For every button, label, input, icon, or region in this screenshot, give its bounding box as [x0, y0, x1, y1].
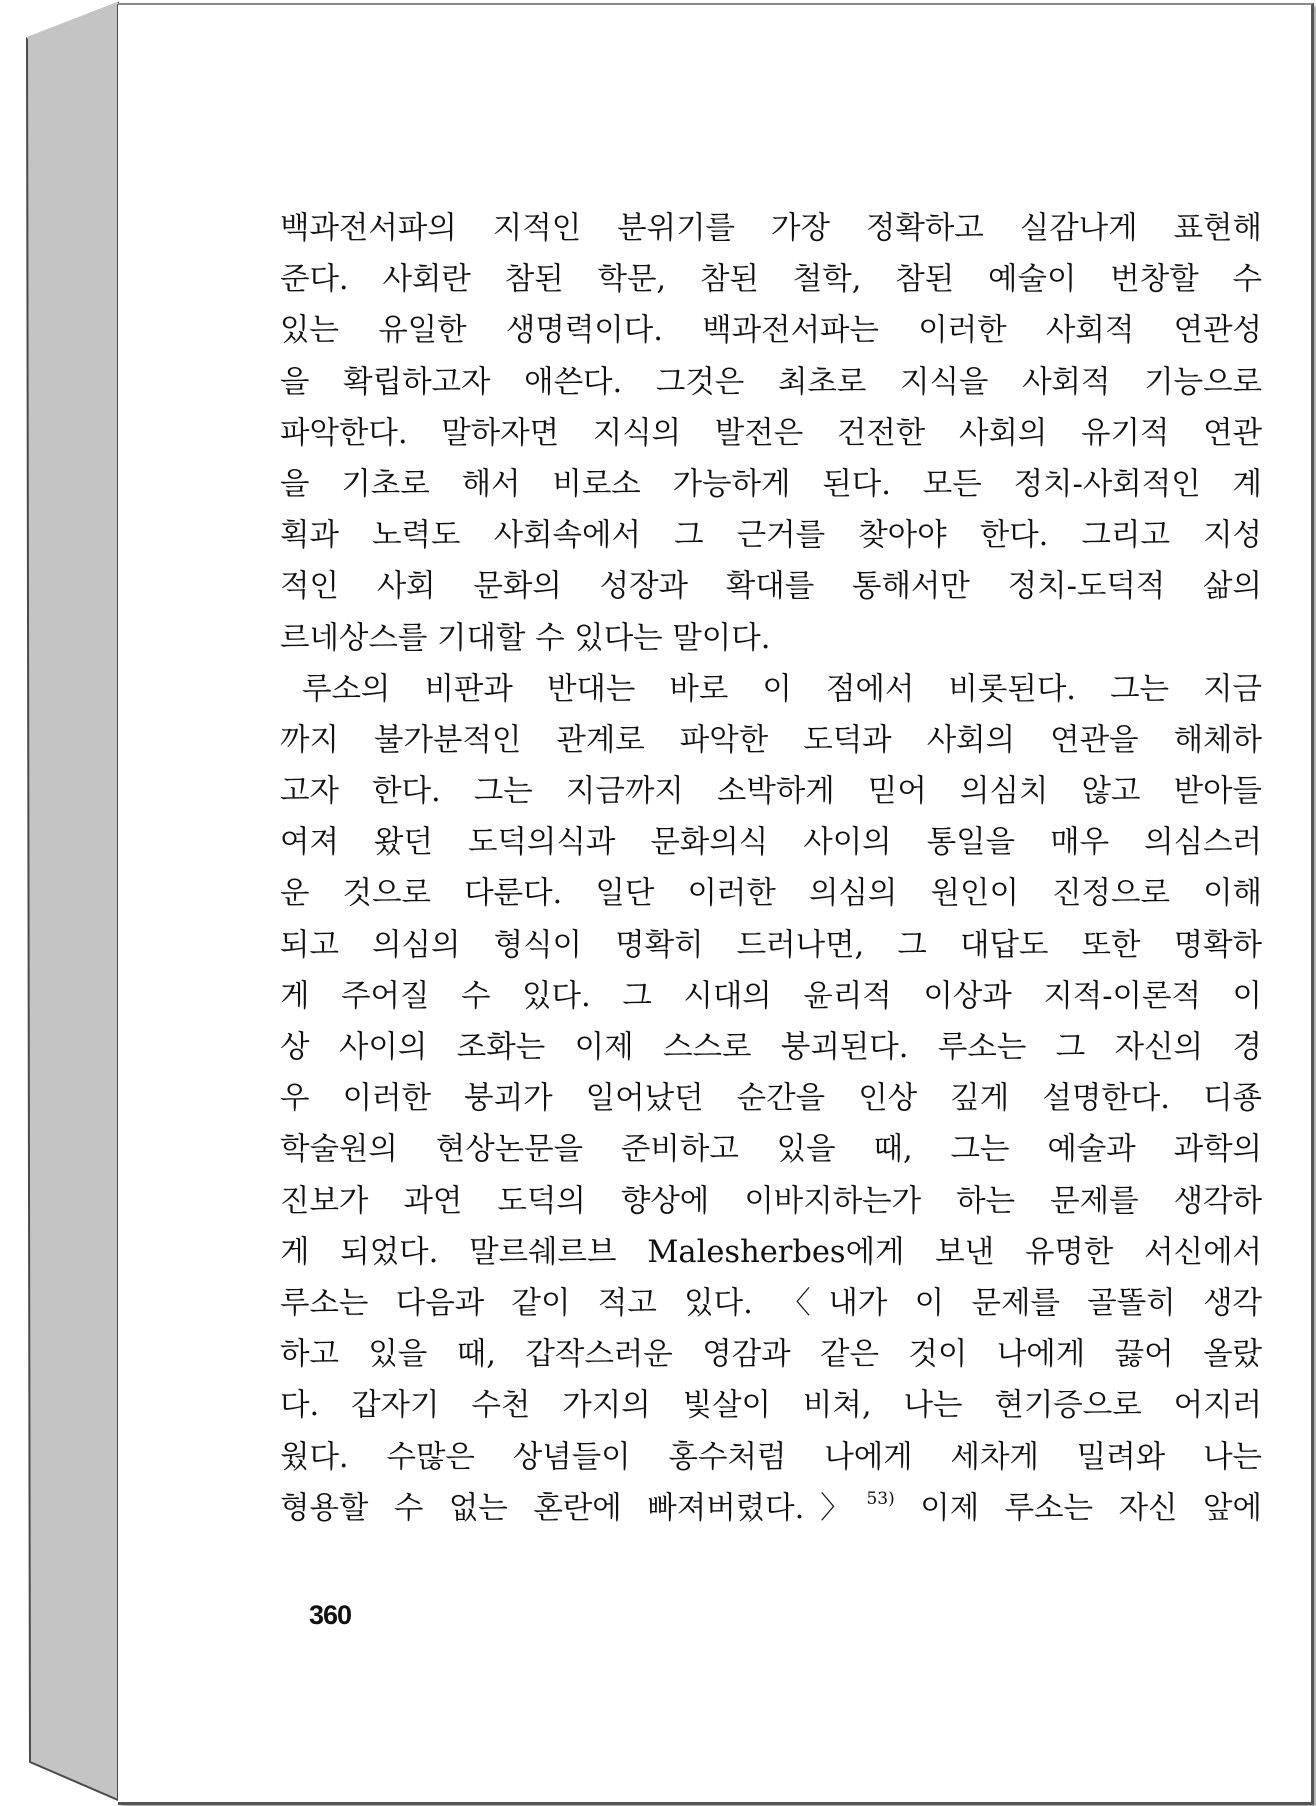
text-line: 하고 있을 때, 갑작스러운 영감과 같은 것이 나에게 끓어 올랐 [280, 1337, 1262, 1373]
text-line: 백과전서파의 지적인 분위기를 가장 정확하고 실감나게 표현해 [280, 211, 1262, 246]
text-line: 준다. 사회란 참된 학문, 참된 철학, 참된 예술이 번창할 수 [280, 262, 1262, 298]
text-line: 운 것으로 다룬다. 일단 이러한 의심의 원인이 진정으로 이해 [280, 876, 1262, 912]
text-line: 게 되었다. 말르쉐르브 Malesherbes에게 보낸 유명한 서신에서 [280, 1234, 1262, 1270]
text-line: 획과 노력도 사회속에서 그 근거를 찾아야 한다. 그리고 지성 [280, 518, 1262, 554]
text-line: 까지 불가분적인 관계로 파악한 도덕과 사회의 연관을 해체하 [280, 722, 1262, 758]
text-line: 상 사이의 조화는 이제 스스로 붕괴된다. 루소는 그 자신의 경 [280, 1030, 1262, 1065]
text-line: 을 확립하고자 애쓴다. 그것은 최초로 지식을 사회적 기능으로 [280, 364, 1262, 400]
text-line: 우 이러한 붕괴가 일어났던 순간을 인상 깊게 설명한다. 디죵 [280, 1081, 1262, 1117]
text-line: 여져 왔던 도덕의식과 문화의식 사이의 통일을 매우 의심스러 [280, 825, 1262, 861]
text-line-paragraph-start: 루소의 비판과 반대는 바로 이 점에서 비롯된다. 그는 지금 [302, 671, 1262, 707]
text-line: 을 기초로 해서 비로소 가능하게 된다. 모든 정치-사회적인 계 [280, 466, 1262, 502]
text-line: 고자 한다. 그는 지금까지 소박하게 믿어 의심치 않고 받아들 [280, 774, 1262, 810]
continuation-text: 이제 루소는 자신 앞에 [920, 1490, 1262, 1526]
page-body-text [280, 203, 1262, 1534]
text-line: 진보가 과연 도덕의 향상에 이바지하는가 하는 문제를 생각하 [280, 1183, 1262, 1219]
text-line: 적인 사회 문화의 성장과 확대를 통해서만 정치-도덕적 삶의 [280, 569, 1262, 605]
quote-end-text: 형용할 수 없는 혼란에 빠져버렸다.〉 [280, 1490, 867, 1526]
text-line: 학술원의 현상논문을 준비하고 있을 때, 그는 예술과 과학의 [280, 1132, 1262, 1168]
text-line: 게 주어질 수 있다. 그 시대의 윤리적 이상과 지적-이론적 이 [280, 978, 1262, 1014]
book-page [118, 3, 1314, 1805]
text-line: 웠다. 수많은 상념들이 홍수처럼 나에게 세차게 밀려와 나는 [280, 1439, 1262, 1475]
text-line: 루소는 다음과 같이 적고 있다. 〈내가 이 문제를 골똘히 생각 [280, 1285, 1262, 1321]
book-spine [0, 0, 124, 1806]
text-line: 다. 갑자기 수천 가지의 빛살이 비쳐, 나는 현기증으로 어지러 [280, 1388, 1262, 1424]
text-line-with-footnote [280, 1483, 1262, 1534]
text-line: 르네상스를 기대할 수 있다는 말이다. [280, 620, 771, 656]
text-line: 파악한다. 말하자면 지식의 발전은 건전한 사회의 유기적 연관 [280, 415, 1262, 451]
page-number: 360 [309, 1600, 352, 1630]
text-line: 되고 의심의 형식이 명확히 드러나면, 그 대답도 또한 명확하 [280, 927, 1262, 963]
text-line: 있는 유일한 생명력이다. 백과전서파는 이러한 사회적 연관성 [280, 313, 1262, 349]
footnote-reference[interactable]: 53) [866, 1488, 895, 1509]
